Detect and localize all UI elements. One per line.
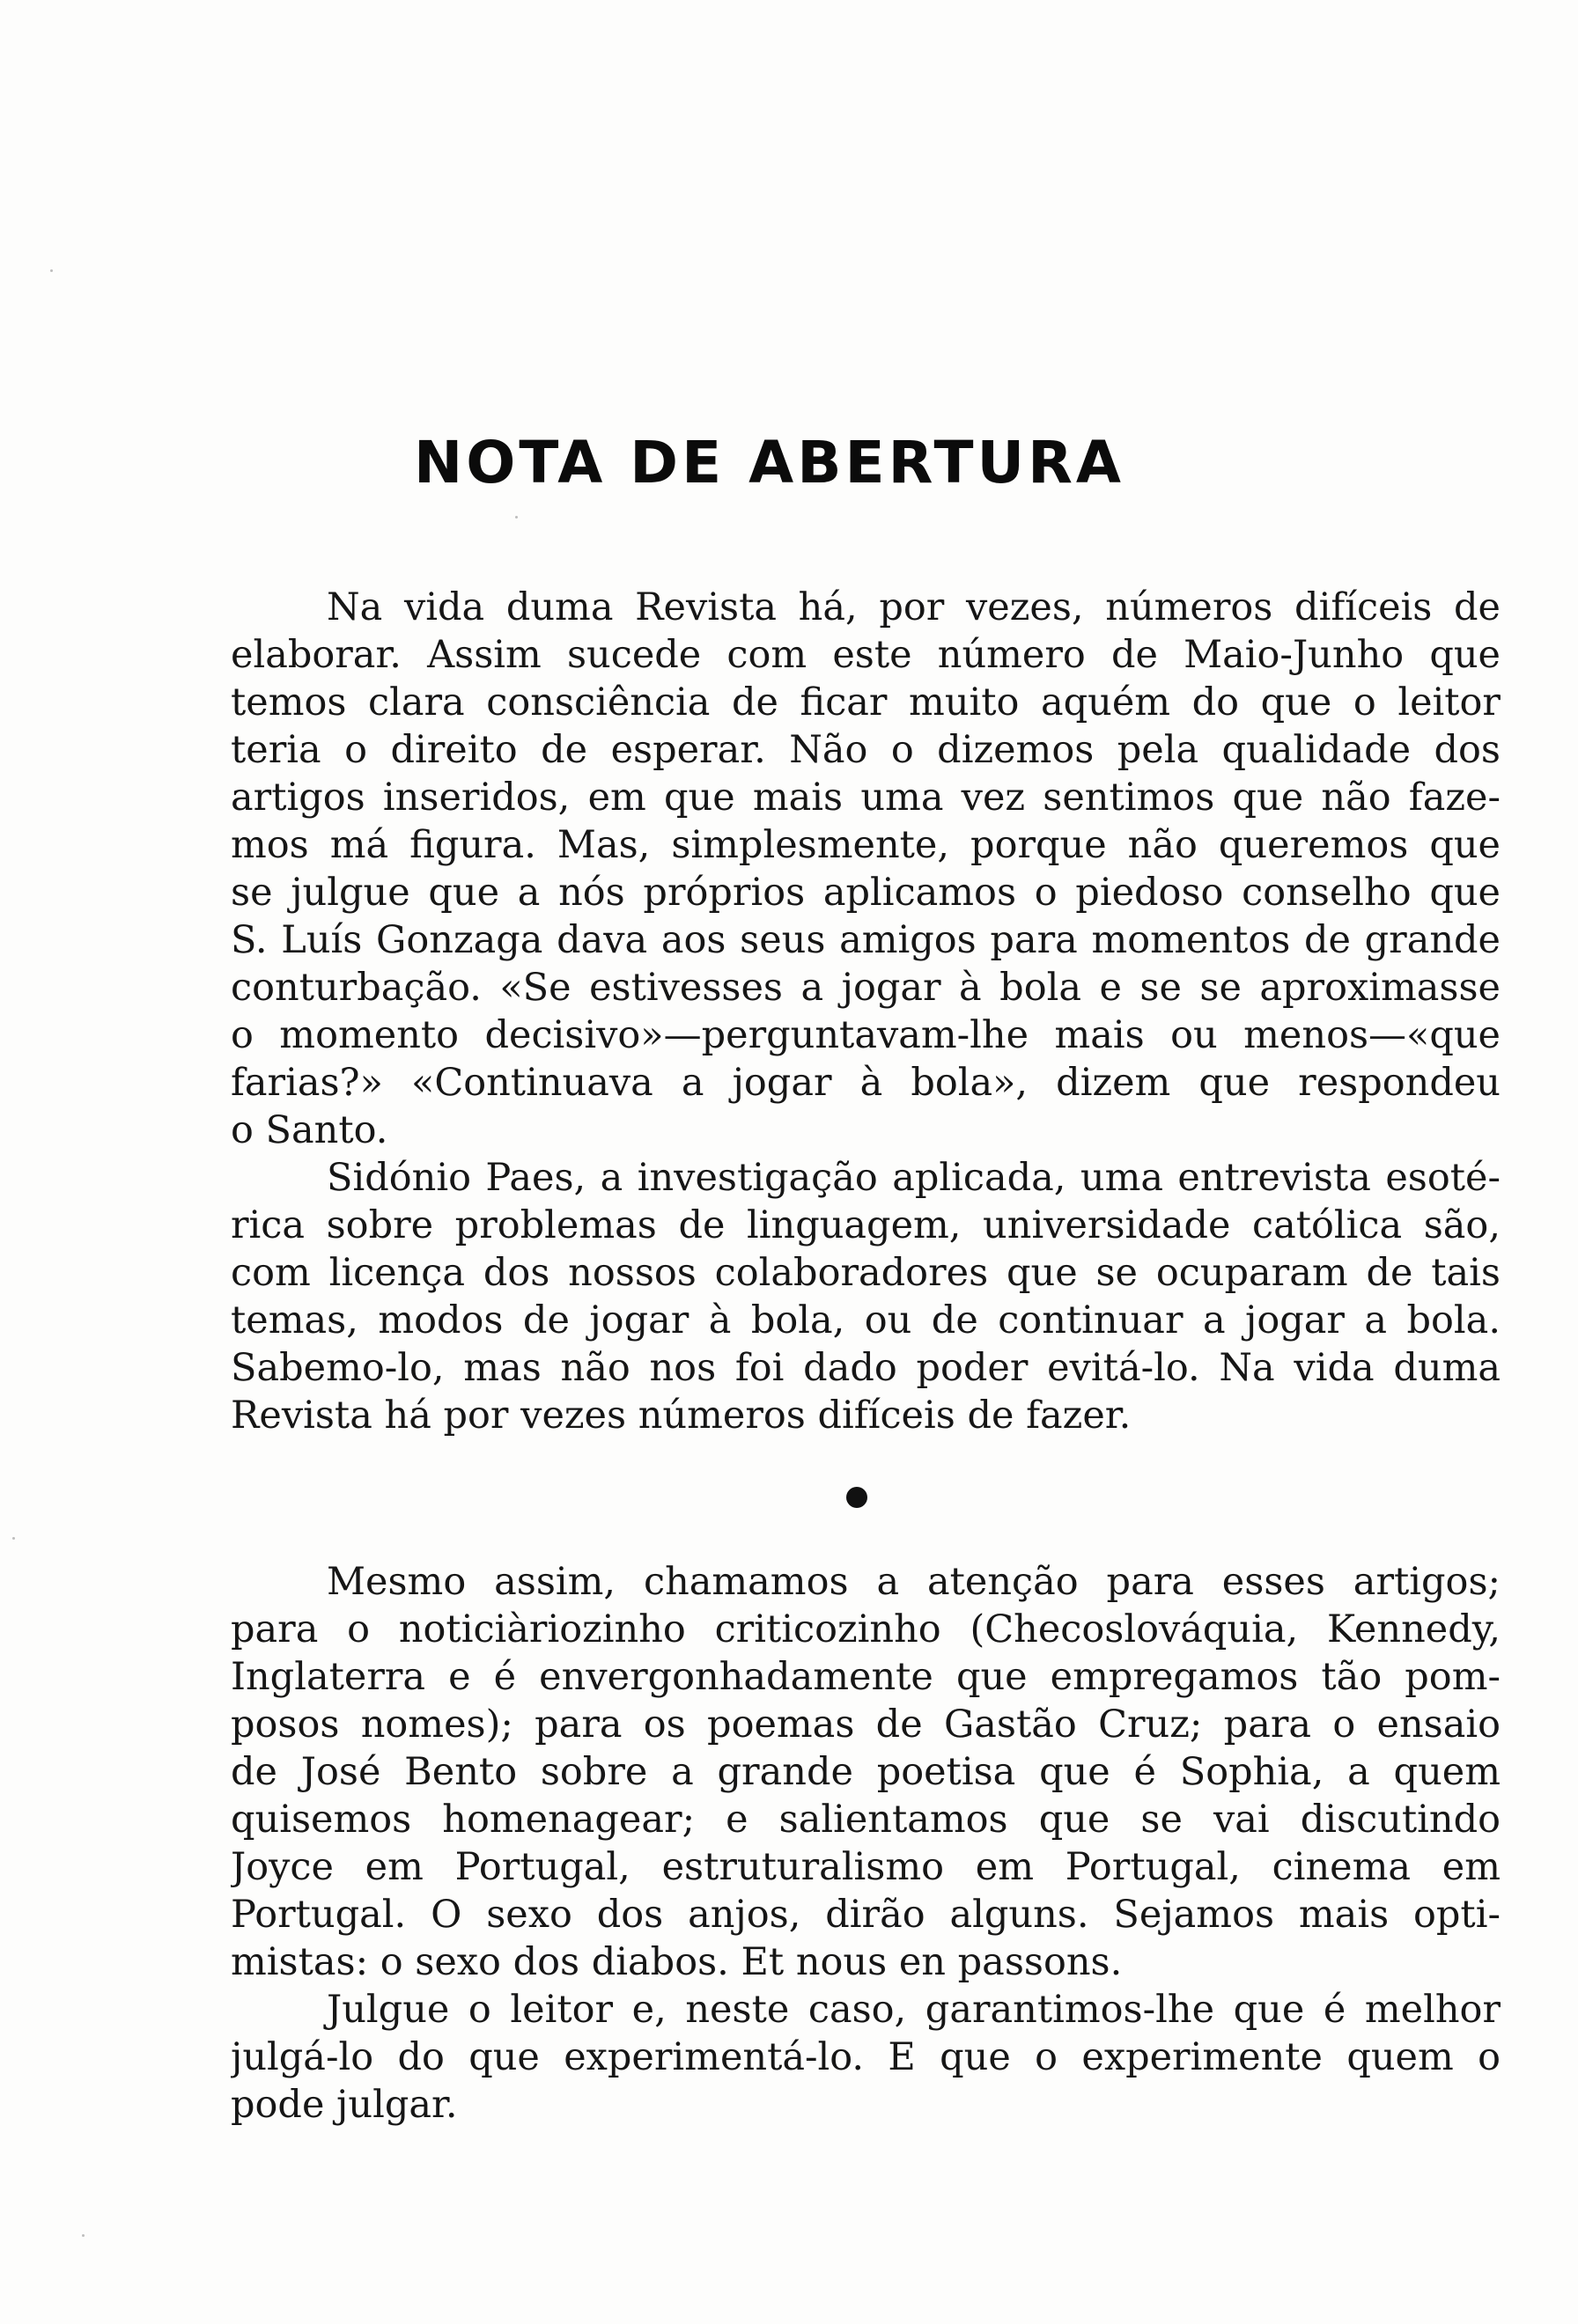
opening-note-section-1 [231, 584, 1501, 1439]
paragraph-line: farias?» «Continuava a jogar à bola», dizem que respondeu [231, 1061, 1501, 1105]
paragraph-line: julgá-lo do que experimentá-lo. E que o experimente quem o [231, 2035, 1501, 2079]
paragraph-line: posos nomes); para os poemas de Gastão Cruz; para o ensaio [231, 1703, 1501, 1747]
paragraph-line: mistas: o sexo dos diabos. Et nous en passons. [231, 1940, 1123, 1984]
opening-note-section-2 [231, 1558, 1501, 2129]
scan-speck [82, 2234, 85, 2237]
paragraph-line: de José Bento sobre a grande poetisa que é Sophia, a quem [231, 1750, 1501, 1794]
paragraph-line: temas, modos de jogar à bola, ou de continuar a jogar a bola. [231, 1298, 1501, 1342]
paragraph-line: S. Luís Gonzaga dava aos seus amigos para momentos de grande [231, 918, 1501, 962]
paragraph-line: elaborar. Assim sucede com este número de Maio-Junho que [231, 633, 1501, 677]
paragraph-line: artigos inseridos, em que mais uma vez sentimos que não faze- [231, 776, 1501, 820]
paragraph-line: rica sobre problemas de linguagem, universidade católica são, [231, 1203, 1501, 1247]
section-separator-bullet [846, 1487, 867, 1508]
paragraph-line: mos má figura. Mas, simplesmente, porque não queremos que [231, 823, 1501, 867]
paragraph-line: pode julgar. [231, 2083, 458, 2127]
paragraph-line: Sidónio Paes, a investigação aplicada, uma entrevista esoté- [327, 1156, 1501, 1200]
paragraph-line: Joyce em Portugal, estruturalismo em Portugal, cinema em [231, 1845, 1501, 1889]
paragraph-line: para o noticiàriozinho criticozinho (Checoslováquia, Kennedy, [231, 1607, 1501, 1651]
scan-speck [515, 516, 518, 518]
page-title: NOTA DE ABERTURA [414, 429, 1125, 496]
scan-speck [12, 1537, 15, 1540]
paragraph-line: Sabemo-lo, mas não nos foi dado poder evitá-lo. Na vida duma [231, 1346, 1501, 1390]
paragraph-line: com licença dos nossos colaboradores que se ocuparam de tais [231, 1251, 1501, 1295]
paragraph-line: Na vida duma Revista há, por vezes, números difíceis de [327, 585, 1501, 629]
scan-speck [50, 269, 53, 272]
paragraph-line: Mesmo assim, chamamos a atenção para esses artigos; [327, 1560, 1501, 1604]
paragraph-line: o momento decisivo»—perguntavam-lhe mais ou menos—«que [231, 1013, 1501, 1057]
paragraph-line: Inglaterra e é envergonhadamente que empregamos tão pom- [231, 1655, 1501, 1699]
paragraph-line: conturbação. «Se estivesses a jogar à bola e se se aproximasse [231, 966, 1501, 1010]
paragraph-line: Portugal. O sexo dos anjos, dirão alguns. Sejamos mais opti- [231, 1893, 1501, 1937]
paragraph-line: se julgue que a nós próprios aplicamos o piedoso conselho que [231, 871, 1501, 915]
paragraph-line: quisemos homenagear; e salientamos que se vai discutindo [231, 1798, 1501, 1842]
paragraph-line: Julgue o leitor e, neste caso, garantimos-lhe que é melhor [327, 1988, 1501, 2032]
paragraph-line: o Santo. [231, 1108, 388, 1152]
paragraph-line: Revista há por vezes números difíceis de fazer. [231, 1394, 1132, 1438]
paragraph-line: teria o direito de esperar. Não o dizemos pela qualidade dos [231, 728, 1501, 772]
paragraph-line: temos clara consciência de ficar muito aquém do que o leitor [231, 680, 1501, 724]
